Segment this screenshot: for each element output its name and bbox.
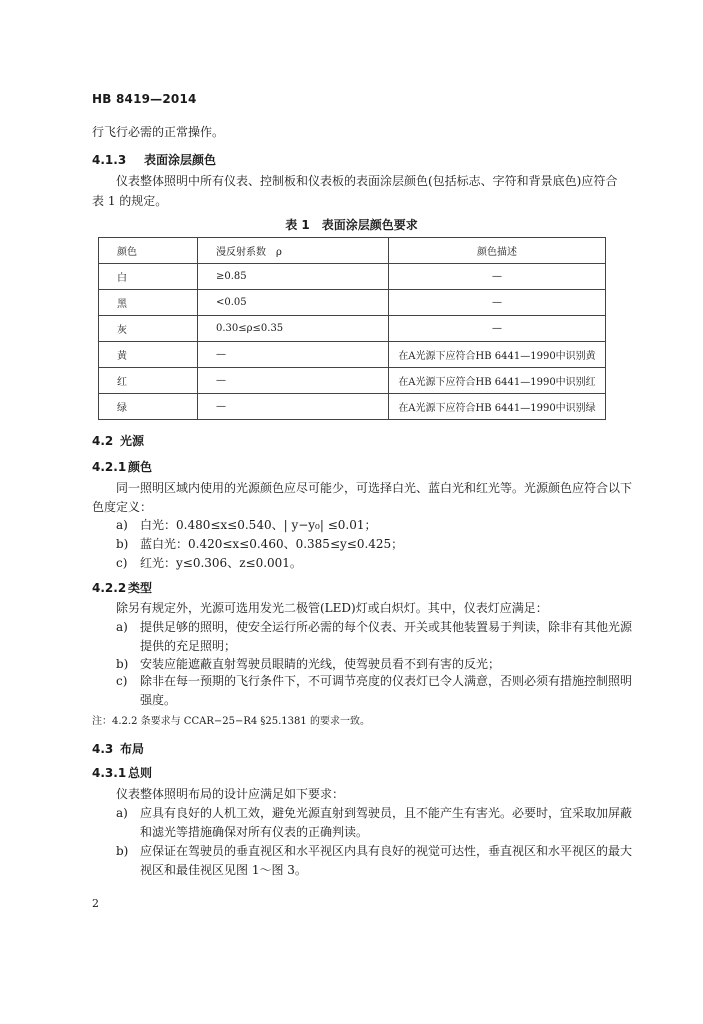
paragraph-line: 同一照明区域内使用的光源颜色应尽可能少，可选择白光、蓝白光和红光等。光源颜色应符合以下 bbox=[116, 481, 633, 495]
table-cell: ≥0.85 bbox=[198, 264, 389, 290]
table-cell: 在A光源下应符合HB 6441—1990中识别红 bbox=[389, 368, 606, 394]
paragraph-line: 除另有规定外，光源可选用发光二极管(LED)灯或白炽灯。其中，仪表灯应满足： bbox=[116, 601, 548, 615]
section-title: 类型 bbox=[128, 581, 153, 595]
list-item-label: b) bbox=[116, 844, 129, 858]
table-row bbox=[99, 316, 606, 342]
table-cell: 0.30≤ρ≤0.35 bbox=[198, 316, 389, 342]
paragraph-line: 仪表整体照明中所有仪表、控制板和仪表板的表面涂层颜色(包括标志、字符和背景底色)应符合 bbox=[116, 174, 618, 188]
table-cell: 在A光源下应符合HB 6441—1990中识别黄 bbox=[389, 342, 606, 368]
list-item-text: 强度。 bbox=[140, 693, 177, 707]
section-heading-4-3-1 bbox=[92, 764, 152, 781]
list-item-label: a) bbox=[116, 620, 128, 634]
table-cell: 在A光源下应符合HB 6441—1990中识别绿 bbox=[389, 394, 606, 420]
list-item-label: b) bbox=[116, 657, 129, 671]
section-number: 4.2.1 bbox=[92, 460, 127, 474]
note: 注：4.2.2 条要求与 CCAR−25−R4 §25.1381 的要求一致。 bbox=[92, 716, 370, 727]
list-item-text: 白光：0.480≤x≤0.540、| y−y₀| ≤0.01； bbox=[140, 518, 377, 532]
table-row bbox=[99, 394, 606, 420]
section-number: 4.2.2 bbox=[92, 581, 127, 595]
table-row bbox=[99, 368, 606, 394]
list-item-text: 和滤光等措施确保对所有仪表的正确判读。 bbox=[140, 825, 369, 839]
section-title: 表面涂层颜色 bbox=[144, 153, 217, 167]
section-title: 颜色 bbox=[128, 460, 153, 474]
section-heading-4-3 bbox=[92, 740, 144, 757]
paragraph-line: 色度定义： bbox=[92, 500, 153, 514]
table-cell: 黄 bbox=[99, 342, 198, 368]
table-row bbox=[99, 342, 606, 368]
table-row bbox=[99, 290, 606, 316]
section-heading-4-2-1 bbox=[92, 458, 152, 475]
table-cell: <0.05 bbox=[198, 290, 389, 316]
table-cell: 绿 bbox=[99, 394, 198, 420]
section-number: 4.1.3 bbox=[92, 153, 127, 167]
list-item-text: 红光：y≤0.306、z≤0.001。 bbox=[140, 556, 302, 570]
table-cell: 黑 bbox=[99, 290, 198, 316]
table-cell: — bbox=[198, 368, 389, 394]
column-header: 漫反射系数 ρ bbox=[198, 238, 389, 264]
table-header-row bbox=[99, 238, 606, 264]
table-cell: 红 bbox=[99, 368, 198, 394]
table-caption: 表 1 表面涂层颜色要求 bbox=[285, 218, 418, 232]
column-header: 颜色 bbox=[99, 238, 198, 264]
section-number: 4.3 bbox=[92, 742, 114, 756]
list-item-label: a) bbox=[116, 806, 128, 820]
list-item-text: 提供的充足照明； bbox=[140, 639, 237, 653]
list-item-text: 视区和最佳视区见图 1～图 3。 bbox=[140, 863, 307, 877]
document-header: HB 8419—2014 bbox=[92, 92, 197, 106]
page-number: 2 bbox=[92, 897, 99, 910]
list-item-text: 应具有良好的人机工效，避免光源直射到驾驶员，且不能产生有害光。必要时，宜采取加屏蔽 bbox=[140, 806, 633, 820]
list-item-text: 提供足够的照明，使安全运行所必需的每个仪表、开关或其他装置易于判读，除非有其他光源 bbox=[140, 620, 633, 634]
continued-paragraph: 行飞行必需的正常操作。 bbox=[92, 125, 225, 139]
color-requirements-table bbox=[98, 237, 606, 420]
table-cell: — bbox=[198, 394, 389, 420]
paragraph-line: 表 1 的规定。 bbox=[92, 194, 168, 208]
section-title: 光源 bbox=[120, 434, 145, 448]
table-cell: 灰 bbox=[99, 316, 198, 342]
table-cell: — bbox=[389, 316, 606, 342]
column-header: 颜色描述 bbox=[389, 238, 606, 264]
list-item-label: a) bbox=[116, 518, 128, 532]
table-cell: — bbox=[198, 342, 389, 368]
list-item-text: 除非在每一预期的飞行条件下，不可调节亮度的仪表灯已令人满意，否则必须有措施控制照明 bbox=[140, 674, 633, 688]
list-item-text: 安装应能遮蔽直射驾驶员眼睛的光线，使驾驶员看不到有害的反光； bbox=[140, 657, 501, 671]
table-cell: — bbox=[389, 264, 606, 290]
section-title: 总则 bbox=[128, 766, 153, 780]
list-item-text: 应保证在驾驶员的垂直视区和水平视区内具有良好的视觉可达性，垂直视区和水平视区的最大 bbox=[140, 844, 633, 858]
list-item-label: c) bbox=[116, 556, 128, 570]
section-heading-4-2 bbox=[92, 432, 144, 449]
table-cell: — bbox=[389, 290, 606, 316]
section-heading-4-2-2 bbox=[92, 579, 152, 596]
list-item-label: c) bbox=[116, 674, 128, 688]
table-row bbox=[99, 264, 606, 290]
section-title: 布局 bbox=[120, 742, 145, 756]
section-heading-4-1-3 bbox=[92, 151, 216, 168]
section-number: 4.2 bbox=[92, 434, 114, 448]
list-item-text: 蓝白光：0.420≤x≤0.460、0.385≤y≤0.425； bbox=[140, 537, 404, 551]
paragraph-line: 仪表整体照明布局的设计应满足如下要求： bbox=[116, 787, 345, 801]
table-cell: 白 bbox=[99, 264, 198, 290]
section-number: 4.3.1 bbox=[92, 766, 127, 780]
list-item-label: b) bbox=[116, 537, 129, 551]
